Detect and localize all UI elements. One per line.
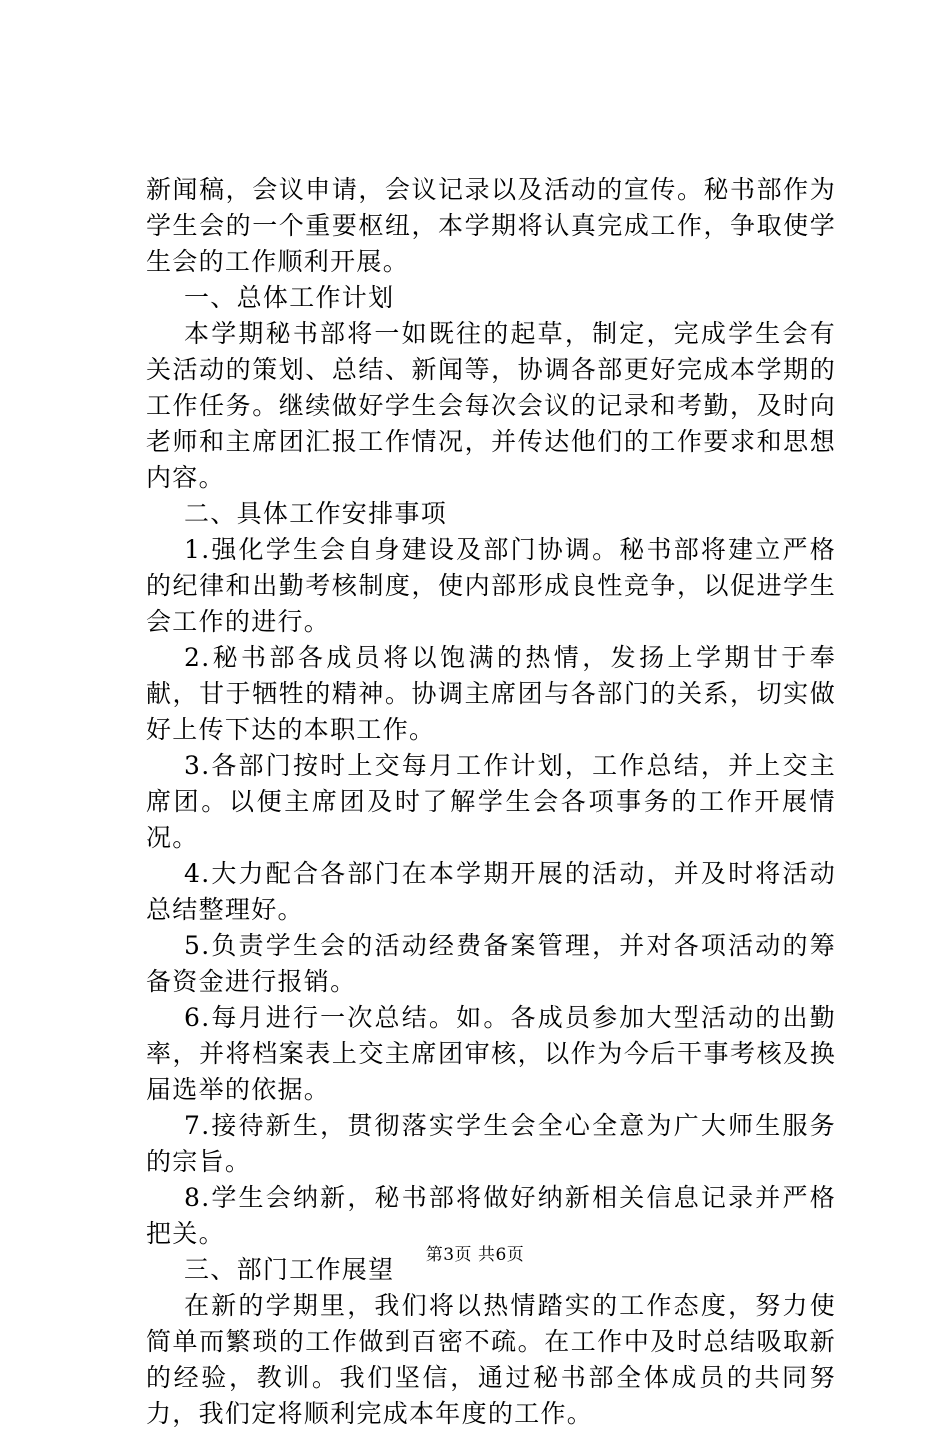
- section-1-body: 本学期秘书部将一如既往的起草，制定，完成学生会有关活动的策划、总结、新闻等，协调各部更好完成本学期的工作任务。继续做好学生会每次会议的记录和考勤，及时向老师和主席团汇报工作情况，并传达他们的工作要求和思想内容。: [146, 319, 836, 492]
- list-item: 4.大力配合各部门在本学期开展的活动，并及时将活动总结整理好。: [146, 859, 836, 924]
- section-2-heading: 二、具体工作安排事项: [184, 499, 448, 528]
- list-item: 2.秘书部各成员将以饱满的热情，发扬上学期甘于奉献，甘于牺牲的精神。协调主席团与各部门的关系，切实做好上传下达的本职工作。: [146, 643, 836, 744]
- list-item: 1.强化学生会自身建设及部门协调。秘书部将建立严格的纪律和出勤考核制度，使内部形成良性竞争，以促进学生会工作的进行。: [146, 535, 836, 636]
- section-3-body: 在新的学期里，我们将以热情踏实的工作态度，努力使简单而繁琐的工作做到百密不疏。在工作中及时总结吸取新的经验，教训。我们坚信，通过秘书部全体成员的共同努力，我们定将顺利完成本年度的工作。: [146, 1291, 836, 1428]
- list-item: 3.各部门按时上交每月工作计划，工作总结，并上交主席团。以便主席团及时了解学生会各项事务的工作开展情况。: [146, 751, 836, 852]
- intro-paragraph: 新闻稿，会议申请，会议记录以及活动的宣传。秘书部作为学生会的一个重要枢纽，本学期将认真完成工作，争取使学生会的工作顺利开展。: [146, 175, 836, 276]
- section-3-heading: 三、部门工作展望: [184, 1255, 395, 1284]
- list-item: 7.接待新生，贯彻落实学生会全心全意为广大师生服务的宗旨。: [146, 1111, 836, 1176]
- list-item: 6.每月进行一次总结。如。各成员参加大型活动的出勤率，并将档案表上交主席团审核，以作为今后干事考核及换届选举的依据。: [146, 1003, 836, 1104]
- list-item: 8.学生会纳新，秘书部将做好纳新相关信息记录并严格把关。: [146, 1183, 836, 1248]
- list-item: 5.负责学生会的活动经费备案管理，并对各项活动的筹备资金进行报销。: [146, 931, 836, 996]
- document-body: [146, 172, 836, 1432]
- page-number-footer: 第3页 共6页: [425, 1245, 525, 1265]
- section-1-heading: 一、总体工作计划: [184, 283, 395, 312]
